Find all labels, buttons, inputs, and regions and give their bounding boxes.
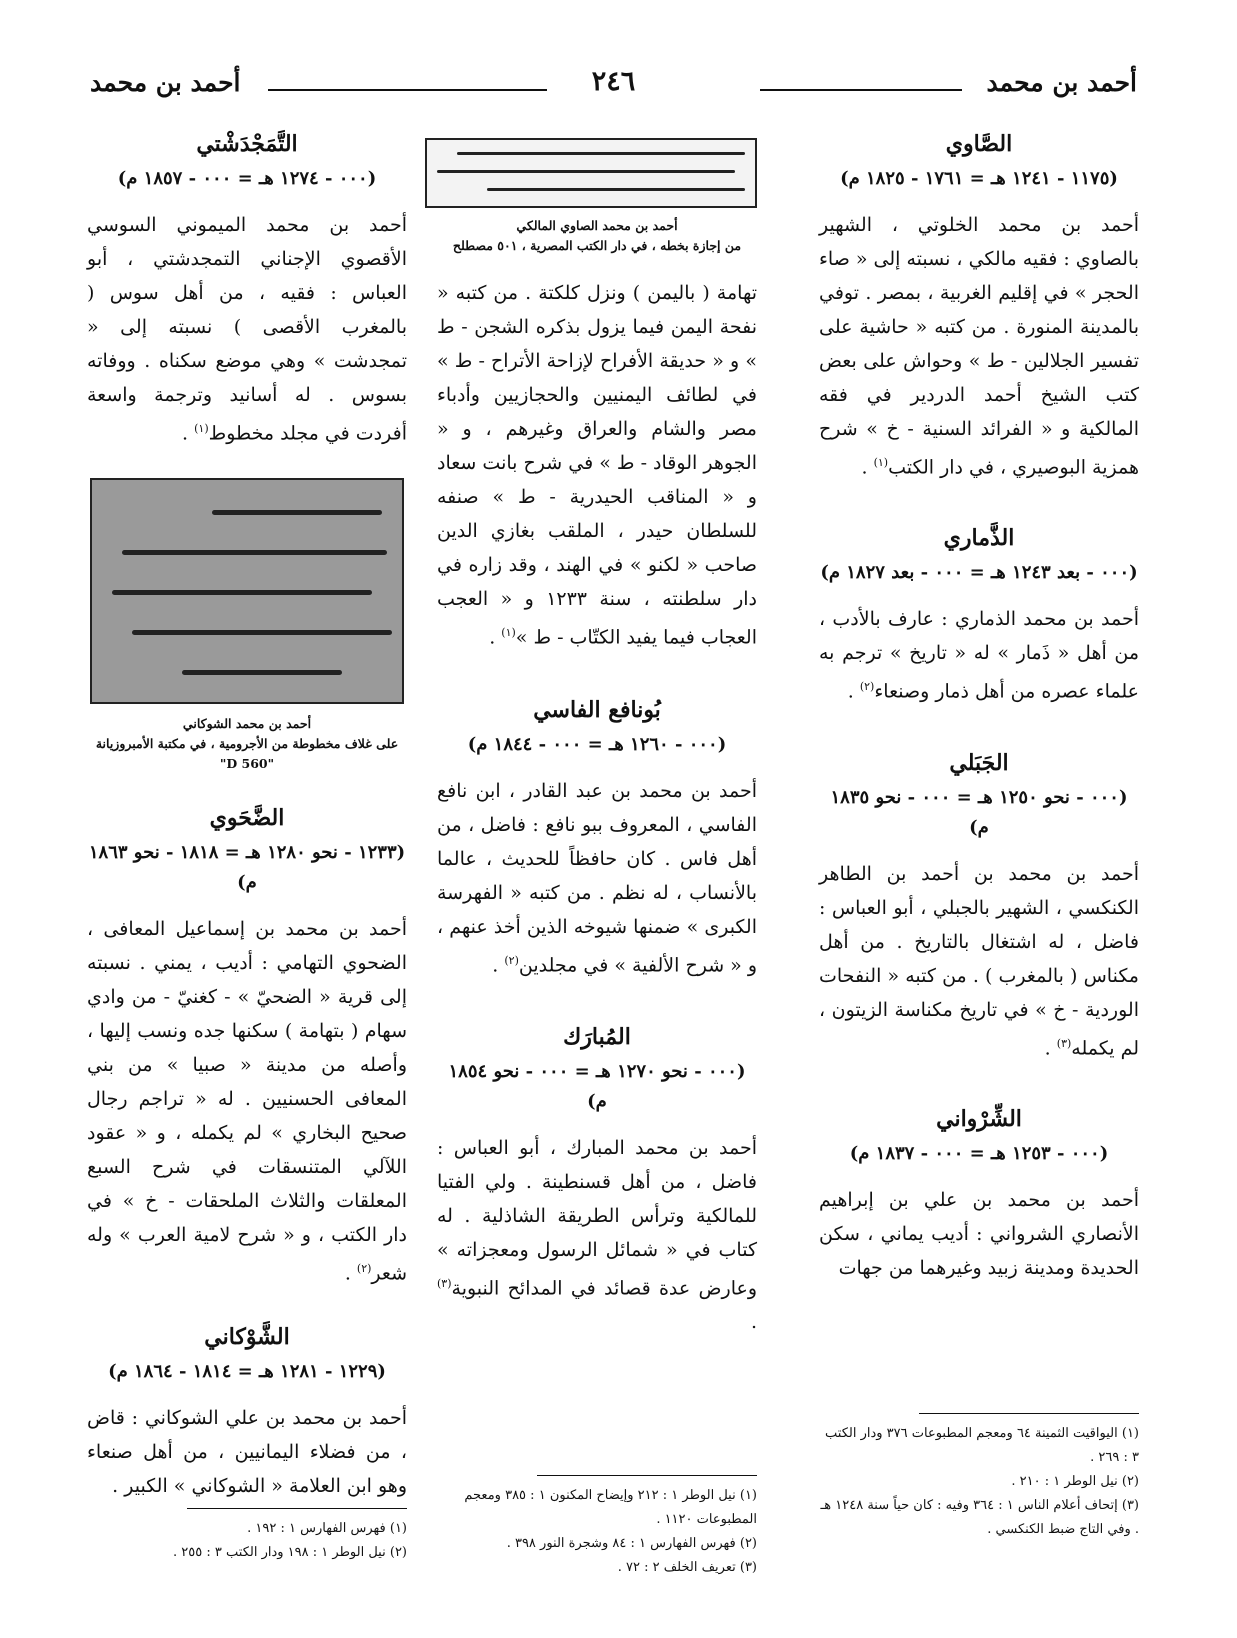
manuscript-image-sawi — [425, 138, 757, 208]
footnote-rule — [919, 1413, 1139, 1414]
entry-title: التَّمَجْدَشْتي — [196, 131, 298, 157]
handwriting-stroke — [132, 630, 392, 635]
handwriting-stroke — [457, 152, 745, 155]
continued-body: تهامة ( باليمن ) ونزل كلكتة . من كتبه « نفحة اليمن فيما يزول بذكره الشجن - ط » و « حديقة الأفراح لإزاحة الأتراح - ط » في لطائف اليمنيين والحجازيين وأدباء مصر والشام والعراق وغيرهم ، و « الجوهر الوقاد - ط » في شرح بانت سعاد و « المناقب الحيدرية - ط » صنفه للسلطان حيدر ، الملقب بغازي الدين صاحب « لكنو » في الهند ، وقد زاره في دار سلطنته ، سنة ١٢٣٣ و « العجب العجاب فيما يفيد الكتّاب - ط »$^{(١)}$ . — [437, 282, 757, 649]
entry-dates: (١١٧٥ - ١٢٤١ هـ = ١٧٦١ - ١٨٢٥ م) — [840, 168, 1118, 189]
entry-sawi — [819, 128, 1139, 484]
header-right-title: أحمد بن محمد — [986, 68, 1137, 97]
entry-title: بُونافع الفاسي — [533, 697, 661, 724]
entry-body: أحمد بن محمد الخلوتي ، الشهير بالصاوي : فقيه مالكي ، نسبته إلى « صاء الحجر » في إقليم الغربية ، بمصر . توفي بالمدينة المنورة . من كتبه « حاشية على تفسير الجلالين - ط » وحواش على بعض كتب الشيخ أحمد الدردير في فقه المالكية و « الفرائد السنية - خ » شرح همزية البوصيري ، في دار الكتب$^{(١)}$ . — [818, 214, 1139, 479]
entry-title: الجَبَلي — [949, 749, 1009, 776]
entry-body: أحمد بن محمد بن عبد القادر ، ابن نافع الفاسي ، المعروف ببو نافع : فاضل ، من أهل فاس . كان حافظاً للحديث ، عالما بالأنساب ، له نظم . من كتبه « الفهرسة الكبرى » ضمنها شيوخه الذين أخذ عنهم ، و « شرح الألفية » في مجلدين$^{(٢)}$ . — [437, 780, 757, 977]
entry-dates: (٠٠٠ - ١٢٥٣ هـ = ٠٠٠ - ١٨٣٧ م) — [849, 1142, 1109, 1164]
handwriting-stroke — [437, 170, 735, 173]
footnote-marker: (١) — [873, 456, 889, 469]
caption-title: أحمد بن محمد الصاوي المالكي — [516, 218, 678, 233]
column-middle — [437, 138, 757, 1367]
entry-body: أحمد بن محمد المبارك ، أبو العباس : فاضل ، من أهل قسنطينة . ولي الفتيا للمالكية وترأس الطريقة الشاذلية . له كتاب في « شمائل الرسول ومعجزاته » وعارض عدة قصائد في المدائح النبوية$^{(٣)}$ . — [437, 1136, 757, 1333]
entry-title: الصَّاوي — [945, 131, 1013, 157]
entry-body: أحمد بن محمد بن علي الشوكاني : قاض ، من فضلاء اليمانيين ، من أهل صنعاء وهو ابن العلامة « الشوكاني » الكبير . — [87, 1406, 407, 1497]
entry-title: الشَّوْكاني — [204, 1323, 290, 1350]
entry-body: أحمد بن محمد بن علي بن إبراهيم الأنصاري الشرواني : أديب يماني ، سكن الحديدة ومدينة زبيد وغيرهما من جهات — [819, 1188, 1139, 1279]
caption-title: أحمد بن محمد الشوكاني — [182, 716, 312, 732]
entry-body: أحمد بن محمد بن أحمد بن الطاهر الكنكسي ، الشهير بالجبلي ، أبو العباس : فاضل ، له اشتغال بالتاريخ . من أهل مكناس ( بالمغرب ) . من كتبه « النفحات الوردية - خ » في تاريخ مكناسة الزيتون ، لم يكمله$^{(٣)}$ . — [819, 862, 1139, 1059]
footnote: (١) اليواقيت الثمينة ٦٤ ومعجم المطبوعات ٣٧٦ ودار الكتب ٣ : ٢٦٩ . — [825, 1426, 1139, 1465]
entry-tamajdashti — [87, 128, 407, 450]
entry-dates: (٠٠٠ - ١٢٦٠ هـ = ٠٠٠ - ١٨٤٤ م) — [467, 734, 727, 756]
handwriting-stroke — [487, 188, 745, 191]
header-left-title: أحمد بن محمد — [90, 68, 241, 97]
entry-jabali — [819, 747, 1139, 1065]
footnote-rule — [537, 1475, 757, 1476]
entry-dates: (١٢٢٩ - ١٢٨١ هـ = ١٨١٤ - ١٨٦٤ م) — [108, 1360, 386, 1382]
entry-body: أحمد بن محمد بن إسماعيل المعافى ، الضحوي التهامي : أديب ، يمني . نسبته إلى قرية « الضحيّ » - كغنيّ - من وادي سهام ( بتهامة ) سكنها جده ونسب إليها ، وأصله من مدينة « صبيا » من بني المعافى الحسنيين . له « تراجم رجال صحيح البخاري » لم يكمله ، و « عقود اللآلي المتنسقات في شرح السبع المعلقات والثلاث الملحقات - خ » في دار الكتب ، و « شرح لامية العرب » وله شعر$^{(٢)}$ . — [87, 918, 407, 1285]
footnotes-left — [97, 1508, 407, 1565]
footnotes-middle — [437, 1475, 757, 1580]
footnote-rule — [187, 1508, 407, 1509]
footnote-marker: (٢) — [859, 680, 875, 694]
entry-shirwani — [819, 1103, 1139, 1285]
handwriting-stroke — [182, 670, 342, 675]
image-caption — [437, 216, 757, 256]
page-number: ٢٤٦ — [586, 66, 642, 97]
entry-mubarak — [437, 1021, 757, 1339]
entry-dates: (٠٠٠ - نحو ١٢٧٠ هـ = ٠٠٠ - نحو ١٨٥٤ م) — [448, 1060, 746, 1112]
handwriting-stroke — [112, 590, 372, 595]
header-rule-right — [760, 89, 962, 91]
footnote: (٢) نيل الوطر ١ : ١٩٨ ودار الكتب ٣ : ٢٥٥ . — [173, 1545, 407, 1560]
entry-dates: (١٢٣٣ - نحو ١٢٨٠ هـ = ١٨١٨ - نحو ١٨٦٣ م) — [88, 842, 406, 894]
column-right — [819, 128, 1139, 1313]
manuscript-image-shawkani — [90, 478, 404, 704]
entry-title: المُبارَك — [563, 1023, 631, 1050]
footnote-marker: (٣) — [437, 1276, 452, 1290]
footnote-list — [97, 1517, 407, 1565]
footnote: (٣) إتحاف أعلام الناس ١ : ٣٦٤ وفيه : كان حياً سنة ١٢٤٨ هـ . وفي التاج ضبط الكنكسي . — [820, 1498, 1139, 1537]
entry-body: أحمد بن محمد الميموني السوسي الأقصوي الإجناني التمجدشتي ، أبو العباس : فقيه ، من أهل سوس ( بالمغرب الأقصى ) نسبته إلى « تمجدشت » وهي موضع سكناه . ووفاته بسوس . له أسانيد وترجمة واسعة أفردت في مجلد مخطوط$^{(١)}$ . — [87, 214, 407, 445]
footnote-marker: (١) — [501, 626, 516, 639]
entry-dhamari — [819, 522, 1139, 708]
footnote-marker: (٢) — [504, 954, 519, 968]
image-caption — [87, 714, 407, 774]
header-rule-left — [268, 89, 547, 91]
entry-body: أحمد بن محمد الذماري : عارف بالأدب ، من أهل « ذَمار » له « تاريخ » ترجم به علماء عصره من أهل ذمار وصنعاء$^{(٢)}$ . — [819, 608, 1139, 703]
footnote: (٣) تعريف الخلف ٢ : ٧٢ . — [617, 1560, 757, 1575]
entry-title: الذَّماري — [943, 525, 1015, 552]
entry-title: الضَّحَوي — [209, 805, 285, 832]
footnote: (٢) نيل الوطر ١ : ٢١٠ . — [1011, 1474, 1139, 1489]
footnote: (٢) فهرس الفهارس ١ : ٨٤ وشجرة النور ٣٩٨ . — [506, 1536, 757, 1551]
entry-shawkani — [87, 1321, 407, 1503]
entry-bunafi-alfasi — [437, 694, 757, 982]
caption-source: من إجازة بخطه ، في دار الكتب المصرية ، ٥٠١ مصطلح — [452, 238, 742, 253]
column-left — [87, 128, 407, 1531]
entry-dahawi — [87, 802, 407, 1290]
footnote-marker: (١) — [194, 422, 209, 435]
entry-dates: (٠٠٠ - بعد ١٢٤٣ هـ = ٠٠٠ - بعد ١٨٢٧ م) — [820, 562, 1138, 584]
footnote-marker: (٣) — [1056, 1036, 1072, 1050]
footnote-list — [437, 1484, 757, 1580]
caption-source: على غلاف مخطوطة من الأجرومية ، في مكتبة الأمبروزيانة "D 560" — [95, 736, 399, 772]
entry-dates: (٠٠٠ - ١٢٧٤ هـ = ٠٠٠ - ١٨٥٧ م) — [117, 168, 377, 189]
handwriting-stroke — [212, 510, 382, 515]
footnotes-right — [819, 1413, 1139, 1542]
footnote-marker: (٢) — [356, 1262, 372, 1276]
footnote: (١) نيل الوطر ١ : ٢١٢ وإيضاح المكنون ١ : ٣٨٥ ومعجم المطبوعات ١١٢٠ . — [464, 1488, 757, 1527]
footnote: (١) فهرس الفهارس ١ : ١٩٢ . — [247, 1521, 407, 1536]
handwriting-stroke — [122, 550, 387, 555]
entry-dates: (٠٠٠ - نحو ١٢٥٠ هـ = ٠٠٠ - نحو ١٨٣٥ م) — [830, 786, 1128, 838]
entry-title: الشِّرْواني — [936, 1105, 1022, 1132]
running-header — [90, 68, 1137, 108]
footnote-list — [819, 1422, 1139, 1542]
